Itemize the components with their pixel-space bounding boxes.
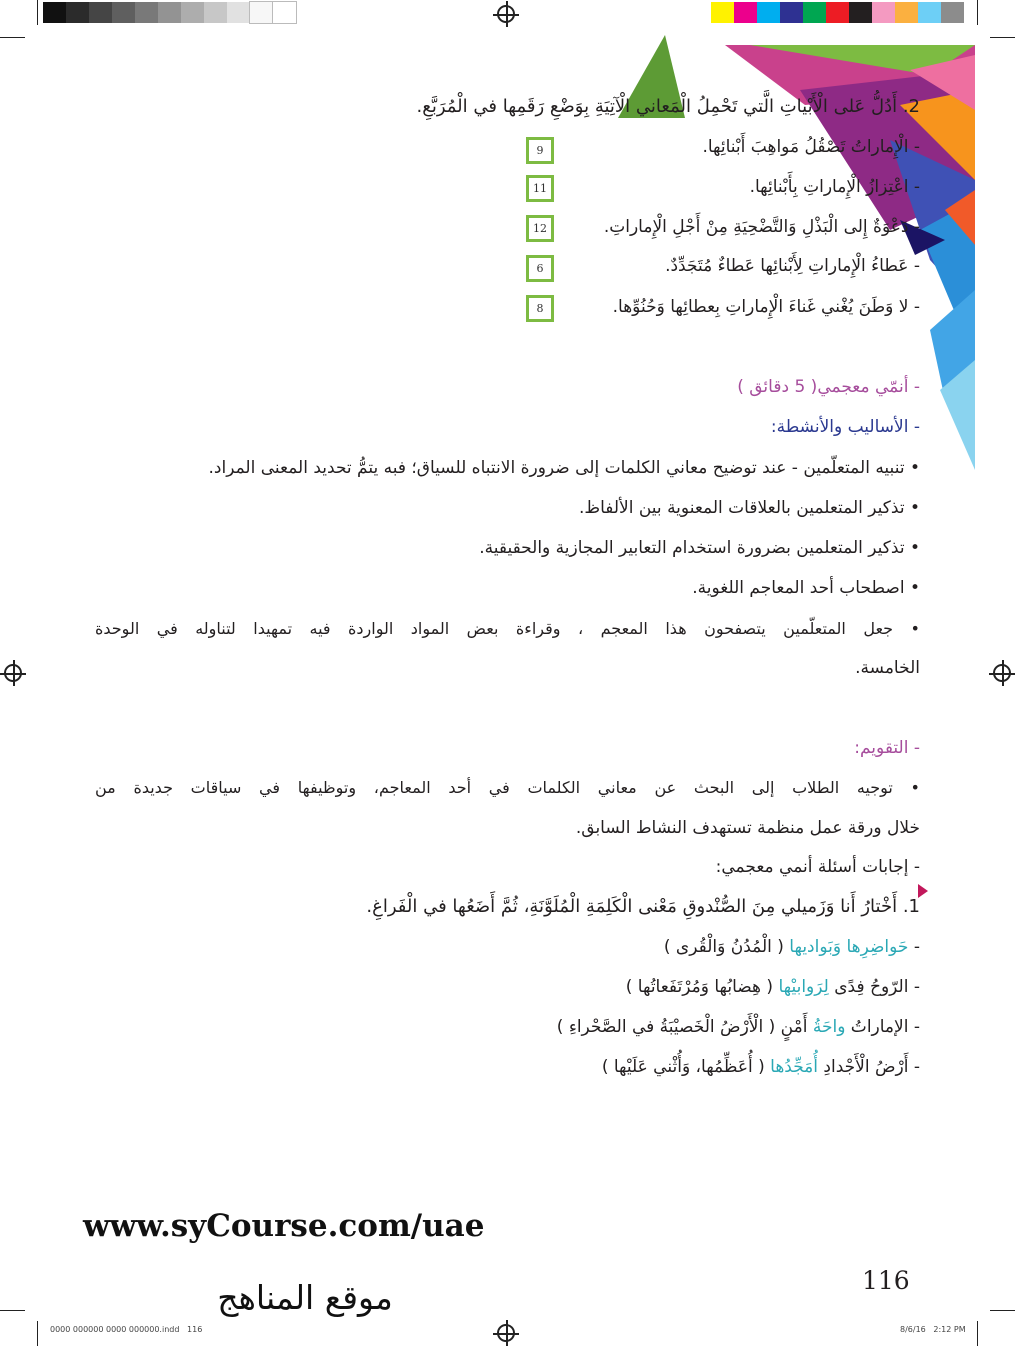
website-watermark: www.syCourse.com/uae bbox=[83, 1208, 485, 1244]
question-1-prompt: 1. أَخْتارُ أَنا وَزَميلي مِنَ الصُّنْدوقِ مَعْنى الْكَلِمَةِ الْمُلَوَّنَةِ، ثُمَّ أَضَعُها في الْفَراغِ. bbox=[366, 896, 920, 917]
bullet-item: • اصطحاب أحد المعاجم اللغوية. bbox=[692, 578, 920, 598]
bullet-item: • تذكير المتعلمين بالعلاقات المعنوية بين الألفاظ. bbox=[579, 498, 920, 518]
registration-mark-left bbox=[4, 664, 22, 682]
item-prefix: الرّوحُ فِدًى bbox=[828, 977, 909, 997]
crop-mark bbox=[990, 1310, 1015, 1311]
item-prefix: أَرْضُ الْأَجْدادِ bbox=[818, 1057, 909, 1077]
item-prefix: الإماراتُ bbox=[845, 1017, 909, 1037]
colored-word: لِرَوابيْها bbox=[778, 977, 829, 997]
item-meaning: أَمْنٍ ( الْأَرْضُ الْخَصيْبَةُ في الصَّحْراءِ ) bbox=[556, 1017, 813, 1037]
colored-word: واحَةُ bbox=[812, 1017, 846, 1037]
answer-box: 9 bbox=[526, 137, 554, 164]
registration-mark-bottom bbox=[497, 1324, 515, 1342]
registration-mark-top bbox=[497, 5, 515, 23]
question-2-item: - عَطاءُ الْإِماراتِ لِأَبْنائِها عَطاءٌ مُتَجَدِّدٌ. bbox=[665, 256, 920, 276]
item-meaning: ( الْمُدُنُ وَالْقُرى ) bbox=[663, 937, 790, 957]
crop-mark bbox=[977, 1321, 978, 1346]
page-number: 116 bbox=[862, 1266, 910, 1295]
question-1-item bbox=[626, 977, 920, 997]
item-dash: - bbox=[908, 977, 920, 997]
bullet-item: • توجيه الطلاب إلى البحث عن معاني الكلمات في أحد المعاجم، وتوظيفها في سياقات جديدة من bbox=[95, 778, 920, 797]
question-2-item: - دَعْوَةٌ إِلى الْبَذْلِ وَالتَّضْحِيَةِ مِنْ أَجْلِ الْإِماراتِ. bbox=[603, 217, 920, 237]
section-heading-dictionary: - أنمّي معجمي( 5 دقائق ) bbox=[737, 377, 920, 397]
print-date: 8/6/16 2:12 PM bbox=[900, 1325, 966, 1334]
answer-box: 8 bbox=[526, 295, 554, 322]
item-dash: - bbox=[908, 1057, 920, 1077]
question-2-prompt: 2. أَدُلُّ عَلى الْأَبْياتِ الَّتي تَحْمِلُ الْمَعاني الْآتِيَةِ بِوَضْعِ رَقَمِها في الْمُرَبَّعِ. bbox=[416, 96, 920, 117]
bullet-continuation: خلال ورقة عمل منظمة تستهدف النشاط السابق. bbox=[575, 818, 920, 838]
site-name-watermark: موقع المناهج bbox=[217, 1278, 393, 1317]
item-meaning: ( هِضابُها وَمُرْتَفَعاتُها ) bbox=[625, 977, 779, 997]
colored-word: حَواضِرِها وَبَواديها bbox=[789, 937, 909, 957]
crop-mark bbox=[37, 1321, 38, 1346]
section-heading-evaluation: - التقويم: bbox=[854, 738, 920, 758]
question-1-item bbox=[602, 1057, 920, 1077]
question-1-item bbox=[557, 1017, 920, 1037]
bullet-continuation: الخامسة. bbox=[855, 658, 920, 678]
question-2-item: - اعْتِزازُ الْإِماراتِ بِأَبْنائِها. bbox=[749, 177, 920, 197]
crop-mark bbox=[977, 0, 978, 25]
colored-word: أُمَجِّدُها bbox=[770, 1057, 819, 1077]
crop-mark bbox=[0, 37, 25, 38]
grayscale-color-bar bbox=[43, 2, 296, 23]
file-slug: 0000 000000 0000 000000.indd 116 bbox=[50, 1325, 203, 1334]
bullet-item: • جعل المتعلّمين يتصفحون هذا المعجم ، وقراءة بعض المواد الواردة فيه تمهيدا لتناوله في الوحدة bbox=[95, 619, 920, 638]
answer-box: 11 bbox=[526, 175, 554, 202]
item-meaning: ( أُعَظِّمُها، وَأُثْني عَلَيْها ) bbox=[601, 1057, 771, 1077]
bullet-item: • تذكير المتعلمين بضرورة استخدام التعابير المجازية والحقيقية. bbox=[479, 538, 920, 558]
question-2-item: - لا وَطَنَ يُغْني غَناءَ الْإِماراتِ بِعطائِها وَحُنُوِّها. bbox=[612, 297, 920, 317]
item-dash: - bbox=[908, 1017, 920, 1037]
answer-box: 12 bbox=[526, 215, 554, 242]
question-1-item bbox=[664, 937, 920, 957]
methods-heading: - الأساليب والأنشطة: bbox=[770, 417, 920, 437]
answers-heading: - إجابات أسئلة أنمي معجمي: bbox=[715, 857, 920, 877]
crop-mark bbox=[37, 0, 38, 25]
question-2-item: - الْإِماراتُ تَصْقُلُ مَواهِبَ أَبْنائِها. bbox=[702, 137, 920, 157]
answer-box: 6 bbox=[526, 255, 554, 282]
item-dash: - bbox=[908, 937, 920, 957]
process-color-bar bbox=[711, 2, 964, 23]
registration-mark-right bbox=[993, 664, 1011, 682]
crop-mark bbox=[0, 1310, 25, 1311]
bullet-item: • تنبيه المتعلّمين - عند توضيح معاني الكلمات إلى ضرورة الانتباه للسياق؛ فبه يتمُّ تحديد المعنى المراد. bbox=[209, 458, 920, 478]
